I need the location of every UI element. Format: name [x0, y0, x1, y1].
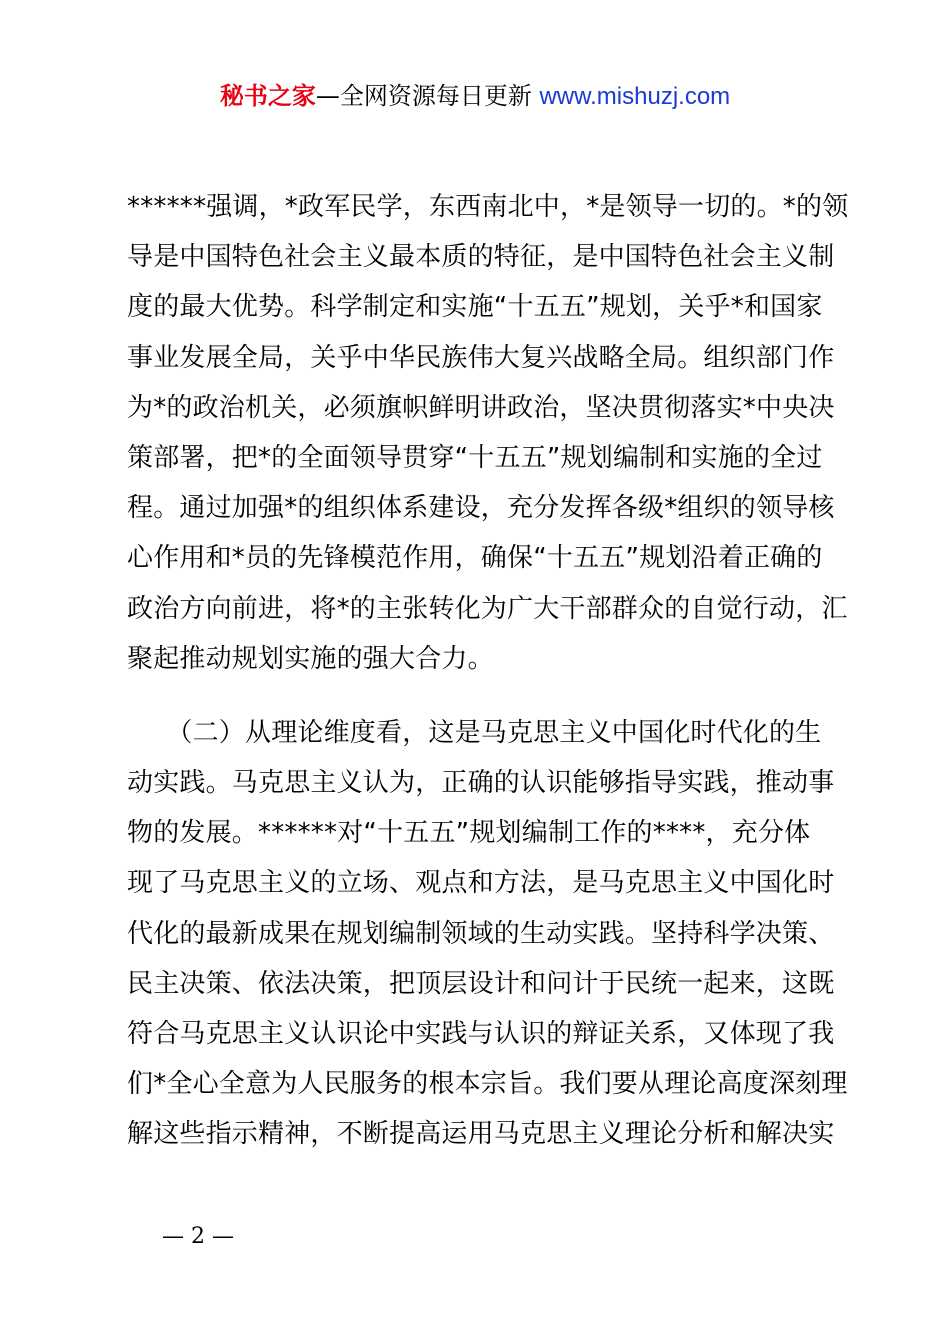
page-number: — 2 —	[162, 1224, 234, 1249]
text-line: （二）从理论维度看，这是马克思主义中国化时代化的生	[127, 717, 822, 748]
text-line: 聚起推动规划实施的强大合力。	[127, 643, 494, 674]
text-line: ******强调，*政军民学，东西南北中，*是领导一切的。*的领	[127, 192, 849, 222]
site-slogan: —全网资源每日更新	[315, 82, 540, 110]
text-line: 度的最大优势。科学制定和实施“十五五”规划，关乎*和国家	[127, 292, 823, 323]
text-line: 事业发展全局，关乎中华民族伟大复兴战略全局。组织部门作	[127, 342, 835, 373]
site-url-link[interactable]: www.mishuzj.com	[539, 83, 731, 110]
text-line: 为*的政治机关，必须旗帜鲜明讲政治，坚决贯彻落实*中央决	[127, 392, 835, 423]
site-header	[0, 80, 950, 113]
paragraph-spacer	[127, 684, 837, 708]
text-line: 民主决策、依法决策，把顶层设计和问计于民统一起来，这既	[127, 968, 835, 999]
text-line: 物的发展。******对“十五五”规划编制工作的****，充分体	[127, 818, 811, 849]
text-line: 导是中国特色社会主义最本质的特征，是中国特色社会主义制	[127, 242, 835, 273]
text-line: 现了马克思主义的立场、观点和方法，是马克思主义中国化时	[127, 868, 835, 899]
text-line: 代化的最新成果在规划编制领域的生动实践。坚持科学决策、	[127, 918, 835, 949]
text-line: 解这些指示精神，不断提高运用马克思主义理论分析和解决实	[127, 1119, 835, 1150]
text-line: 动实践。马克思主义认为，正确的认识能够指导实践，推动事	[127, 768, 835, 799]
text-line: 策部署，把*的全面领导贯穿“十五五”规划编制和实施的全过	[127, 442, 823, 473]
site-brand: 秘书之家	[219, 82, 316, 110]
text-line: 符合马克思主义认识论中实践与认识的辩证关系，又体现了我	[127, 1019, 835, 1049]
text-line: 政治方向前进，将*的主张转化为广大干部群众的自觉行动，汇	[127, 593, 848, 624]
paragraph-1	[127, 182, 849, 684]
text-line: 心作用和*员的先锋模范作用，确保“十五五”规划沿着正确的	[127, 543, 823, 574]
document-body	[127, 182, 849, 1160]
text-line: 们*全心全意为人民服务的根本宗旨。我们要从理论高度深刻理	[127, 1069, 848, 1100]
text-line: 程。通过加强*的组织体系建设，充分发挥各级*组织的领导核	[127, 493, 835, 524]
paragraph-2	[127, 708, 848, 1160]
